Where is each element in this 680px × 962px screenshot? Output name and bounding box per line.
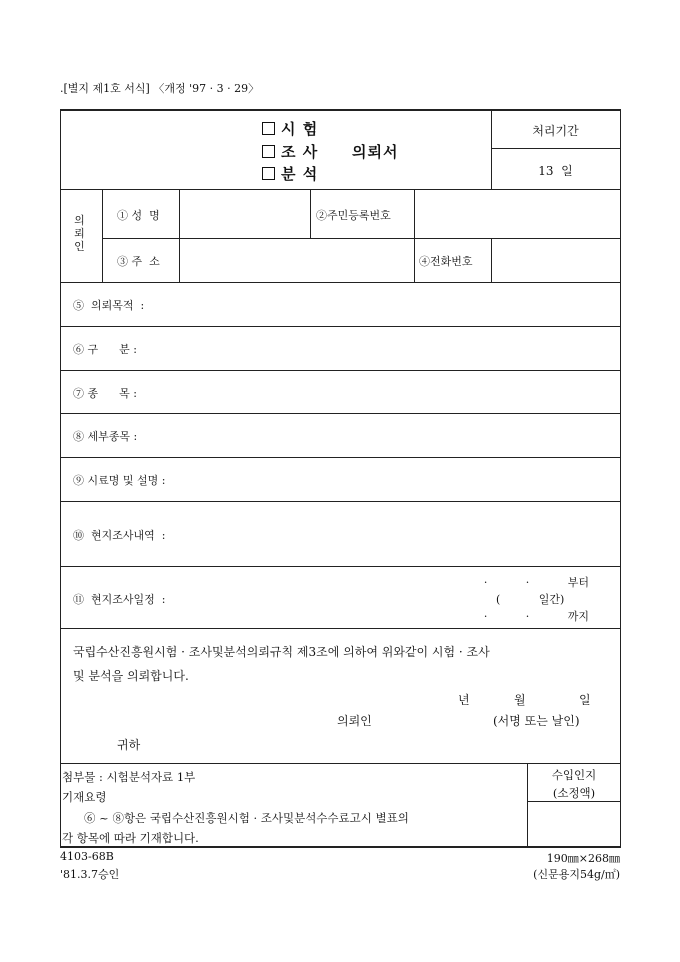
id-number-label: ②주민등록번호 xyxy=(316,209,391,222)
frame-bottom xyxy=(60,846,621,848)
frame-top xyxy=(60,109,621,111)
instructions-line-1: ⑥ ~ ⑧항은 국립수산진흥원시험 · 조사및분석수수료고시 별표의 xyxy=(84,811,409,825)
approval-date: '81.3.7승인 xyxy=(60,868,120,881)
title-option-test: 시 험 xyxy=(262,118,318,139)
paper-type: (신문용지54g/㎡) xyxy=(533,868,620,881)
checkbox-analysis[interactable] xyxy=(262,167,275,180)
phone-label-right xyxy=(491,238,492,282)
date-month: 월 xyxy=(514,693,526,707)
schedule-to: · · 까지 xyxy=(483,610,589,623)
category-label: ⑥ 구 분 : xyxy=(73,343,137,356)
name-input[interactable] xyxy=(181,191,308,236)
row-line-4 xyxy=(60,457,621,458)
date-year: 년 xyxy=(458,693,470,707)
title-option-survey: 조 사 xyxy=(262,141,318,162)
schedule-days: ( 일간) xyxy=(496,593,565,606)
schedule-from: · · 부터 xyxy=(483,576,589,589)
phone-label-left xyxy=(414,238,415,282)
instructions-heading: 기재요령 xyxy=(62,790,107,804)
row-line-6 xyxy=(60,566,621,567)
sub-item-label: ⑧ 세부종목 : xyxy=(73,430,138,443)
processing-mid-line xyxy=(491,148,620,149)
item-label: ⑦ 종 목 : xyxy=(73,387,137,400)
site-content-label: ⑩ 현지조사내역 : xyxy=(73,529,166,542)
phone-label: ④전화번호 xyxy=(419,255,473,268)
stamp-label: 수입인지 xyxy=(551,768,597,782)
id-number-input[interactable] xyxy=(416,191,618,236)
requester-group-divider xyxy=(102,189,103,282)
address-label: ③ 주 소 xyxy=(117,255,160,268)
processing-value: 13 일 xyxy=(538,164,573,178)
frame-left xyxy=(60,109,61,847)
sample-label: ⑨ 시료명 및 설명 : xyxy=(73,474,166,487)
signature-field[interactable] xyxy=(380,708,485,726)
frame-right xyxy=(620,109,621,847)
title-suffix: 의뢰서 xyxy=(352,143,399,161)
signer-note: (서명 또는 날인) xyxy=(493,714,580,728)
stamp-note: (소정액) xyxy=(552,786,596,800)
checkbox-test[interactable] xyxy=(262,122,275,135)
requester-bottom-line xyxy=(60,282,621,283)
stamp-mid-line xyxy=(527,801,621,802)
phone-input[interactable] xyxy=(493,240,618,280)
signer-label: 의뢰인 xyxy=(337,714,372,728)
row-line-7 xyxy=(60,628,621,629)
row-line-5 xyxy=(60,501,621,502)
site-schedule-label: ⑪ 현지조사일정 : xyxy=(73,593,166,606)
address-input[interactable] xyxy=(181,240,412,280)
row-line-1 xyxy=(60,326,621,327)
purpose-label: ⑤ 의뢰목적 : xyxy=(73,299,145,312)
requester-mid-line xyxy=(102,238,621,239)
requester-label-divider xyxy=(179,189,180,282)
attachment-line: 첨부물 : 시험분석자료 1부 xyxy=(62,770,196,784)
processing-label: 처리기간 xyxy=(532,124,579,138)
row-line-2 xyxy=(60,370,621,371)
instructions-line-2: 각 항목에 따라 기재합니다. xyxy=(62,831,199,845)
title-option-analysis: 분 석 xyxy=(262,163,318,184)
declaration-line-1: 국립수산진흥원시험 · 조사및분석의뢰규칙 제3조에 의하여 위와같이 시험 · 조사 xyxy=(73,645,490,659)
name-label: ① 성 명 xyxy=(117,209,160,222)
id-label-right xyxy=(414,189,415,238)
row-line-3 xyxy=(60,413,621,414)
id-label-left xyxy=(310,189,311,238)
form-code: 4103-68B xyxy=(60,850,114,863)
declaration-line-2: 및 분석을 의뢰합니다. xyxy=(73,669,189,683)
date-day: 일 xyxy=(579,693,591,707)
requester-group-label: 의뢰인 xyxy=(74,214,85,253)
checkbox-survey[interactable] xyxy=(262,145,275,158)
form-header-note: .[별지 제1호 서식] 〈개정 '97 · 3 · 29〉 xyxy=(60,82,260,95)
row-line-8 xyxy=(60,763,621,764)
paper-size: 190㎜×268㎜ xyxy=(546,852,620,865)
addressee: 귀하 xyxy=(117,738,141,752)
title-bottom-line xyxy=(60,189,621,190)
